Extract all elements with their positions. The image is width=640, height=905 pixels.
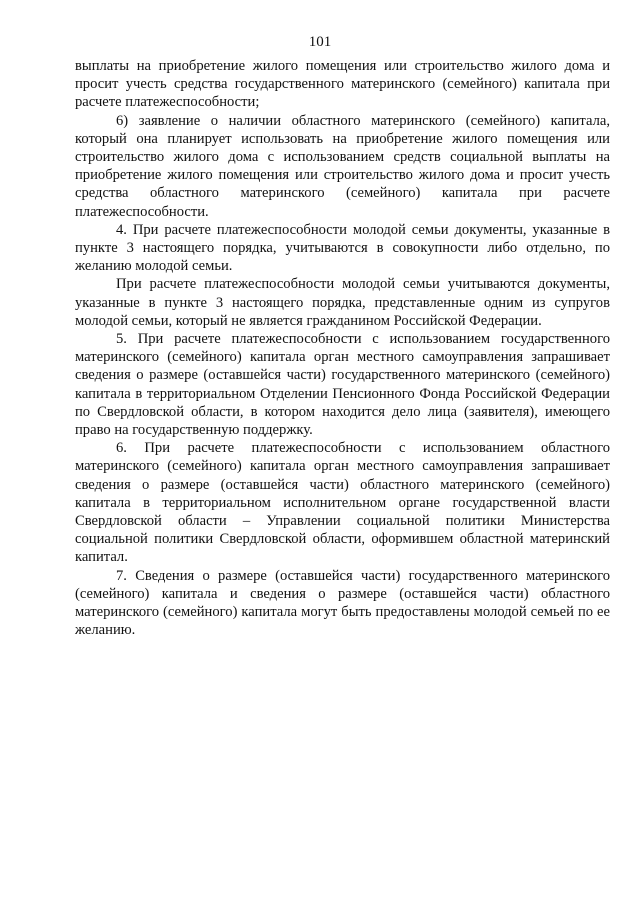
page-number: 101 bbox=[308, 34, 332, 50]
paragraph-clause-7: 7. Сведения о размере (оставшейся части) государственного материнского (семейного) капитала и сведения о размере (оставшейся части) областного материнского (семейного) капитала могут быть предоставлены молодой семьей по ее желанию. bbox=[75, 567, 610, 639]
paragraph-clause-4: 4. При расчете платежеспособности молодой семьи документы, указанные в пункте 3 настоящего порядка, учитываются в совокупности либо отдельно, по желанию молодой семьи. bbox=[75, 221, 610, 275]
paragraph-continuation: выплаты на приобретение жилого помещения или строительство жилого дома и просит учесть средства государственного материнского (семейного) капитала при расчете платежеспособности; bbox=[75, 58, 610, 111]
paragraph-item-6: 6) заявление о наличии областного материнского (семейного) капитала, который она планирует использовать на приобретение жилого помещения или строительство жилого дома с использованием средств социальной выплаты на приобретение жилого помещения или строительство жилого дома и просит учесть средства областного материнского (семейного) капитала при расчете платежеспособности. bbox=[75, 112, 610, 220]
paragraph-clause-5: 5. При расчете платежеспособности с использованием государственного материнского (семейного) капитала орган местного самоуправления запрашивает сведения о размере (оставшейся части) государственного материнского (семейного) капитала в территориальном Отделении Пенсионного Фонда Российской Федерации по Свердловской области, в котором находится дело лица (заявителя), имеющего право на государственную поддержку. bbox=[75, 331, 610, 439]
document-body bbox=[75, 57, 610, 640]
paragraph-clause-6: 6. При расчете платежеспособности с использованием областного материнского (семейного) капитала орган местного самоуправления запрашивает сведения о размере (оставшейся части) областного материнского (семейного) капитала в территориальном исполнительном органе государственной власти Свердловской области – Управлении социальной политики Министерства социальной политики Свердловской области, оформившем областной материнский капитал. bbox=[75, 440, 610, 566]
paragraph-clause-4-note: При расчете платежеспособности молодой семьи учитываются документы, указанные в пункте 3 настоящего порядка, представленные одним из супругов молодой семьи, который не является гражданином Российской Федерации. bbox=[75, 276, 610, 329]
